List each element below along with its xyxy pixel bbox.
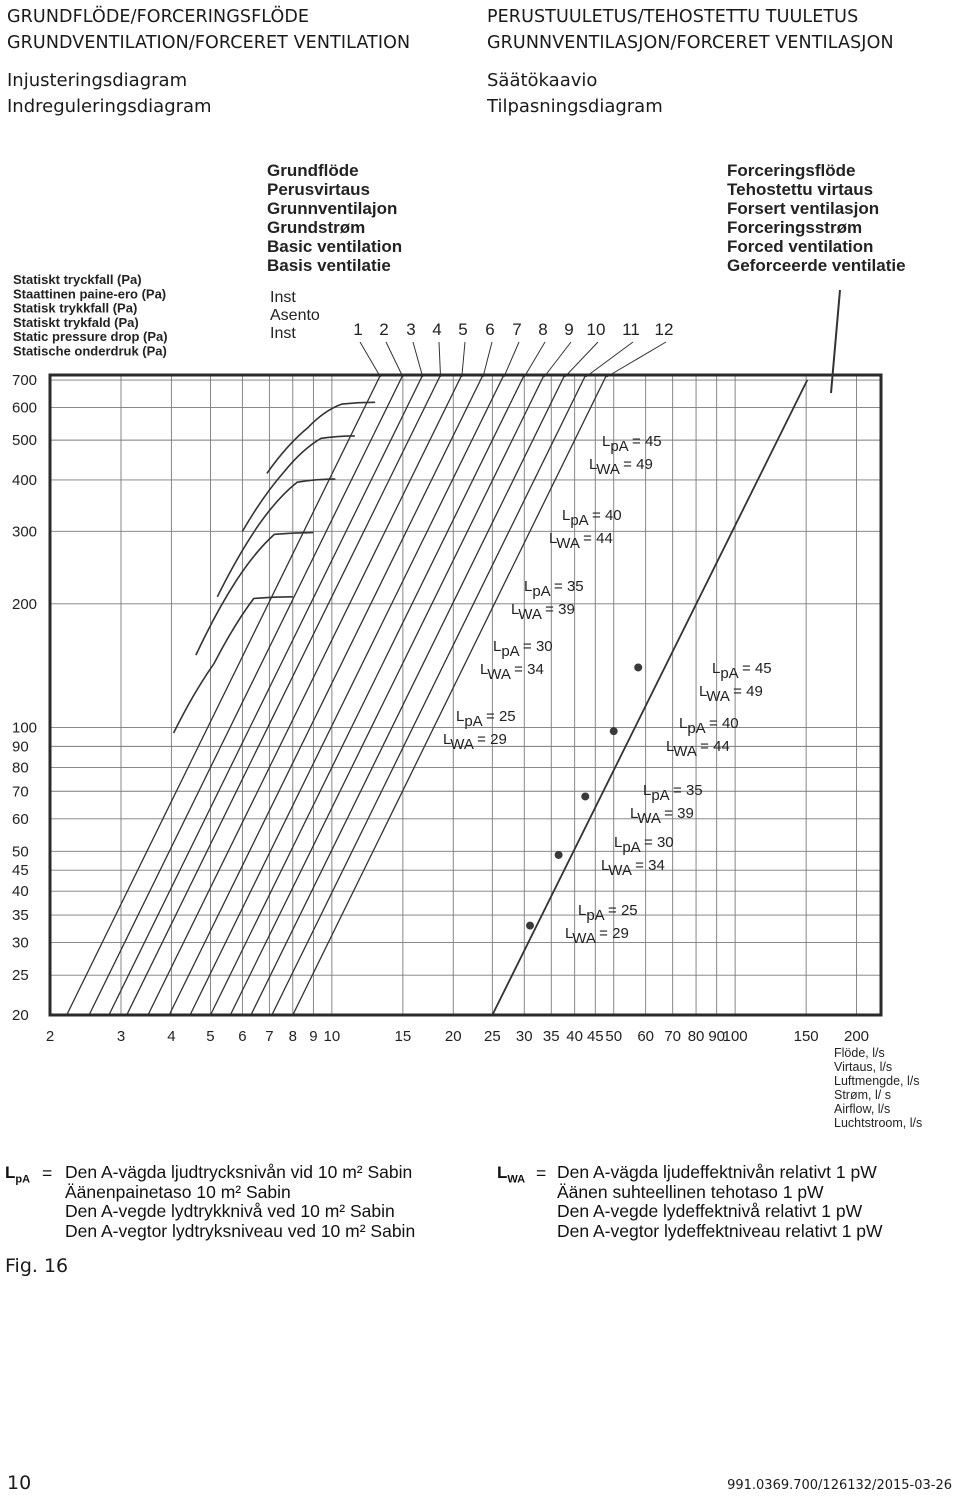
y-axis-label-line: Staattinen paine-ero (Pa) xyxy=(13,286,167,302)
setting-label-line: Asento xyxy=(270,307,320,324)
y-tick-label: 35 xyxy=(12,907,29,925)
x-tick-label: 2 xyxy=(45,1028,55,1045)
setting-number: 10 xyxy=(586,320,606,339)
setting-number: 7 xyxy=(512,320,522,339)
x-tick-label: 80 xyxy=(687,1028,705,1045)
x-tick-label: 150 xyxy=(793,1028,819,1045)
noise-curve xyxy=(242,436,354,531)
header-left-title-2: GRUNDVENTILATION/FORCERET VENTILATION xyxy=(7,33,411,53)
x-tick-label: 90 xyxy=(708,1028,726,1045)
y-tick-label: 45 xyxy=(12,862,29,880)
setting-number: 1 xyxy=(353,320,363,339)
legend-lwa-symbol: $L_{WA}$ xyxy=(497,1163,526,1186)
y-tick-label: 60 xyxy=(12,810,29,828)
basic-ventilation-line xyxy=(190,375,504,1015)
lwa-label: LWA = 49 xyxy=(699,683,763,705)
basic-ventilation-line xyxy=(148,375,462,1015)
forced-noise-dot xyxy=(526,922,534,930)
setting-label-line: Inst xyxy=(270,289,296,306)
basic-ventilation-title-line: Perusvirtaus xyxy=(267,180,370,199)
y-tick-label: 90 xyxy=(12,738,29,756)
document-reference: 991.0369.700/126132/2015-03-26 xyxy=(727,1478,952,1493)
basic-ventilation-title xyxy=(267,161,402,275)
y-tick-label: 100 xyxy=(12,719,38,737)
figure-label: Fig. 16 xyxy=(5,1255,69,1277)
x-axis-label xyxy=(834,1046,922,1130)
x-tick-label: 60 xyxy=(637,1028,655,1045)
lwa-label: LWA = 29 xyxy=(565,925,629,947)
basic-ventilation-line xyxy=(109,375,423,1015)
lpa-label: LpA = 35 xyxy=(643,782,703,804)
setting-number: 4 xyxy=(432,320,442,339)
y-tick-label: 300 xyxy=(12,523,38,541)
basic-ventilation-line xyxy=(127,375,441,1015)
legend-lpa-line: Den A-vegde lydtrykknivå ved 10 m² Sabin xyxy=(65,1201,395,1221)
x-tick-label: 3 xyxy=(116,1028,126,1045)
x-tick-label: 35 xyxy=(542,1028,560,1045)
forced-ventilation-title-line: Forceringsflöde xyxy=(727,161,856,180)
y-axis-label-line: Statiskt trykfald (Pa) xyxy=(13,314,139,330)
x-tick-label: 200 xyxy=(844,1028,870,1045)
setting-number: 6 xyxy=(485,320,495,339)
lpa-label: LpA = 40 xyxy=(562,507,622,529)
lwa-label: LWA = 44 xyxy=(549,530,613,552)
x-axis-label-line: Virtaus, l/s xyxy=(834,1060,893,1074)
lpa-label: LpA = 45 xyxy=(602,433,662,455)
setting-leader-line xyxy=(462,342,465,377)
basic-ventilation-line xyxy=(251,375,565,1015)
lpa-label: LpA = 25 xyxy=(456,708,516,730)
setting-number: 11 xyxy=(622,320,640,339)
setting-number: 9 xyxy=(564,320,574,339)
y-tick-label: 400 xyxy=(12,471,38,489)
x-tick-label: 4 xyxy=(167,1028,176,1045)
setting-label xyxy=(270,289,320,342)
basic-ventilation-title-line: Grunnventilajon xyxy=(267,199,398,218)
adjustment-diagram-chart xyxy=(0,150,960,1140)
x-tick-label: 6 xyxy=(238,1028,247,1045)
legend-lpa xyxy=(5,1163,475,1253)
setting-leader-line xyxy=(386,342,403,377)
header-right-title-2: GRUNNVENTILASJON/FORCERET VENTILASJON xyxy=(487,33,894,53)
setting-leader-line xyxy=(524,342,545,377)
legend-lwa-line: Äänen suhteellinen tehotaso 1 pW xyxy=(557,1181,824,1202)
legend-lwa-equals: = xyxy=(536,1163,547,1183)
y-tick-label: 20 xyxy=(12,1007,29,1024)
lpa-label: LpA = 45 xyxy=(712,660,772,682)
lpa-label: LpA = 40 xyxy=(679,715,739,737)
x-axis-label-line: Luftmengde, l/s xyxy=(834,1074,920,1088)
legend-lwa-line: Den A-vägda ljudeffektnivån relativt 1 pW xyxy=(557,1162,877,1182)
basic-ventilation-line xyxy=(89,375,403,1015)
x-tick-label: 100 xyxy=(722,1028,748,1045)
y-tick-label: 600 xyxy=(12,399,38,417)
basic-ventilation-title-line: Grundstrøm xyxy=(267,218,366,237)
x-tick-label: 5 xyxy=(206,1028,215,1045)
legend-lpa-line: Äänenpainetaso 10 m² Sabin xyxy=(65,1181,291,1202)
forced-ventilation-title xyxy=(727,161,906,393)
forced-ventilation-title-line: Tehostettu virtaus xyxy=(727,180,874,199)
setting-leader-line xyxy=(413,342,423,377)
lpa-label: LpA = 35 xyxy=(524,578,584,600)
setting-leader-line xyxy=(607,342,666,377)
header-left-subtitle-2: Indreguleringsdiagram xyxy=(7,96,212,117)
x-axis-label-line: Luchtstroom, l/s xyxy=(834,1116,923,1130)
legend-lpa-line: Den A-vegtor lydtryksniveau ved 10 m² Sabin xyxy=(65,1220,416,1241)
lwa-label: LWA = 39 xyxy=(511,601,575,623)
y-axis-label-line: Statisk trykkfall (Pa) xyxy=(13,300,138,316)
setting-number: 5 xyxy=(458,320,468,339)
y-tick-label: 700 xyxy=(12,372,38,390)
y-axis-label-line: Statiskt tryckfall (Pa) xyxy=(13,272,142,287)
legend-lpa-symbol: $L_{pA}$ xyxy=(5,1163,31,1186)
forced-noise-dots xyxy=(526,663,642,929)
x-tick-label: 70 xyxy=(664,1028,682,1045)
y-axis-label-line: Statische onderdruk (Pa) xyxy=(13,343,167,359)
x-tick-label: 45 xyxy=(586,1028,604,1045)
legend-lwa-line: Den A-vegde lydeffektnivå relativt 1 pW xyxy=(557,1201,863,1221)
y-tick-label: 70 xyxy=(12,783,29,801)
setting-leader-lines xyxy=(360,342,666,377)
setting-leader-line xyxy=(504,342,519,377)
basic-ventilation-line xyxy=(210,375,524,1015)
forced-noise-dot xyxy=(610,727,618,735)
setting-number: 2 xyxy=(379,320,389,339)
x-tick-label: 8 xyxy=(288,1028,297,1045)
x-axis-label-line: Airflow, l/s xyxy=(834,1102,891,1116)
forced-ventilation-title-line: Forced ventilation xyxy=(727,237,874,256)
x-tick-label: 50 xyxy=(605,1028,623,1045)
forced-ventilation-title-line: Forceringsstrøm xyxy=(727,218,863,237)
x-axis-label-line: Strøm, l/ s xyxy=(834,1088,891,1102)
setting-numbers xyxy=(353,320,673,339)
setting-label-line: Inst xyxy=(270,325,296,342)
lwa-label: LWA = 49 xyxy=(589,456,653,478)
y-tick-label: 80 xyxy=(12,759,29,777)
y-tick-label: 200 xyxy=(12,595,38,613)
x-tick-label: 30 xyxy=(515,1028,533,1045)
lpa-label: LpA = 30 xyxy=(614,834,674,856)
basic-ventilation-title-line: Basic ventilation xyxy=(267,237,403,256)
forced-ventilation-title-line: Geforceerde ventilatie xyxy=(727,256,906,275)
y-axis-label-line: Static pressure drop (Pa) xyxy=(13,329,168,345)
lpa-label: LpA = 30 xyxy=(493,638,553,660)
setting-leader-line xyxy=(544,342,571,377)
basic-ventilation-title-line: Grundflöde xyxy=(267,161,359,180)
setting-number: 8 xyxy=(538,320,548,339)
header-right-title-1: PERUSTUULETUS/TEHOSTETTU TUULETUS xyxy=(487,7,859,27)
header-right-subtitle-1: Säätökaavio xyxy=(487,70,598,91)
setting-leader-line xyxy=(439,342,441,377)
y-tick-label: 25 xyxy=(12,967,29,985)
lpa-label: LpA = 25 xyxy=(578,902,638,924)
forced-ventilation-leader-line xyxy=(831,290,840,393)
lwa-label: LWA = 34 xyxy=(601,857,665,879)
legend-lwa-definition xyxy=(557,1163,883,1241)
setting-leader-line xyxy=(483,342,492,377)
y-tick-label: 500 xyxy=(12,432,38,450)
forced-noise-dot xyxy=(581,792,589,800)
lwa-label: LWA = 39 xyxy=(630,805,694,827)
forced-noise-dot xyxy=(634,663,642,671)
basic-ventilation-line xyxy=(169,375,483,1015)
legend-lwa xyxy=(497,1163,957,1253)
basic-ventilation-lines xyxy=(67,375,607,1015)
noise-curves xyxy=(174,402,376,733)
x-axis-label-line: Flöde, l/s xyxy=(834,1046,885,1060)
setting-number: 3 xyxy=(406,320,416,339)
x-tick-labels xyxy=(46,1028,869,1045)
header-right xyxy=(487,4,894,120)
setting-leader-line xyxy=(360,342,380,377)
header-left xyxy=(7,4,410,120)
basic-ventilation-title-line: Basis ventilatie xyxy=(267,256,391,275)
x-tick-label: 20 xyxy=(444,1028,462,1045)
forced-noise-dot xyxy=(555,851,563,859)
header-right-subtitle-2: Tilpasningsdiagram xyxy=(487,96,663,117)
noise-curve xyxy=(217,479,335,597)
basic-ventilation-line xyxy=(272,375,586,1015)
y-tick-label: 40 xyxy=(12,883,29,901)
legend-lpa-line: Den A-vägda ljudtrycksnivån vid 10 m² Sabin xyxy=(65,1162,413,1182)
y-tick-label: 50 xyxy=(12,843,29,861)
lwa-label: LWA = 29 xyxy=(443,731,507,753)
basic-ventilation-line xyxy=(67,375,381,1015)
legend-lwa-line: Den A-vegtor lydeffektniveau relativt 1 pW xyxy=(557,1220,883,1241)
basic-ventilation-line xyxy=(293,375,607,1015)
setting-number: 12 xyxy=(654,320,674,339)
page-number: 10 xyxy=(7,1472,32,1494)
x-tick-label: 10 xyxy=(323,1028,341,1045)
x-tick-label: 9 xyxy=(309,1028,318,1045)
forced-ventilation-title-line: Forsert ventilasjon xyxy=(727,199,880,218)
basic-ventilation-line xyxy=(230,375,544,1015)
y-axis-label xyxy=(13,272,168,359)
y-tick-label: 30 xyxy=(12,934,29,952)
lwa-label: LWA = 34 xyxy=(480,661,544,683)
lwa-label: LWA = 44 xyxy=(666,738,730,760)
legend-lpa-definition xyxy=(65,1163,415,1241)
x-tick-label: 40 xyxy=(566,1028,583,1045)
y-tick-labels xyxy=(12,372,37,1024)
x-tick-label: 15 xyxy=(394,1028,412,1045)
x-tick-label: 7 xyxy=(265,1028,274,1045)
header-left-title-1: GRUNDFLÖDE/FORCERINGSFLÖDE xyxy=(7,7,310,27)
header-left-subtitle-1: Injusteringsdiagram xyxy=(7,70,188,91)
x-tick-label: 25 xyxy=(483,1028,501,1045)
legend-lpa-equals: = xyxy=(42,1163,53,1183)
